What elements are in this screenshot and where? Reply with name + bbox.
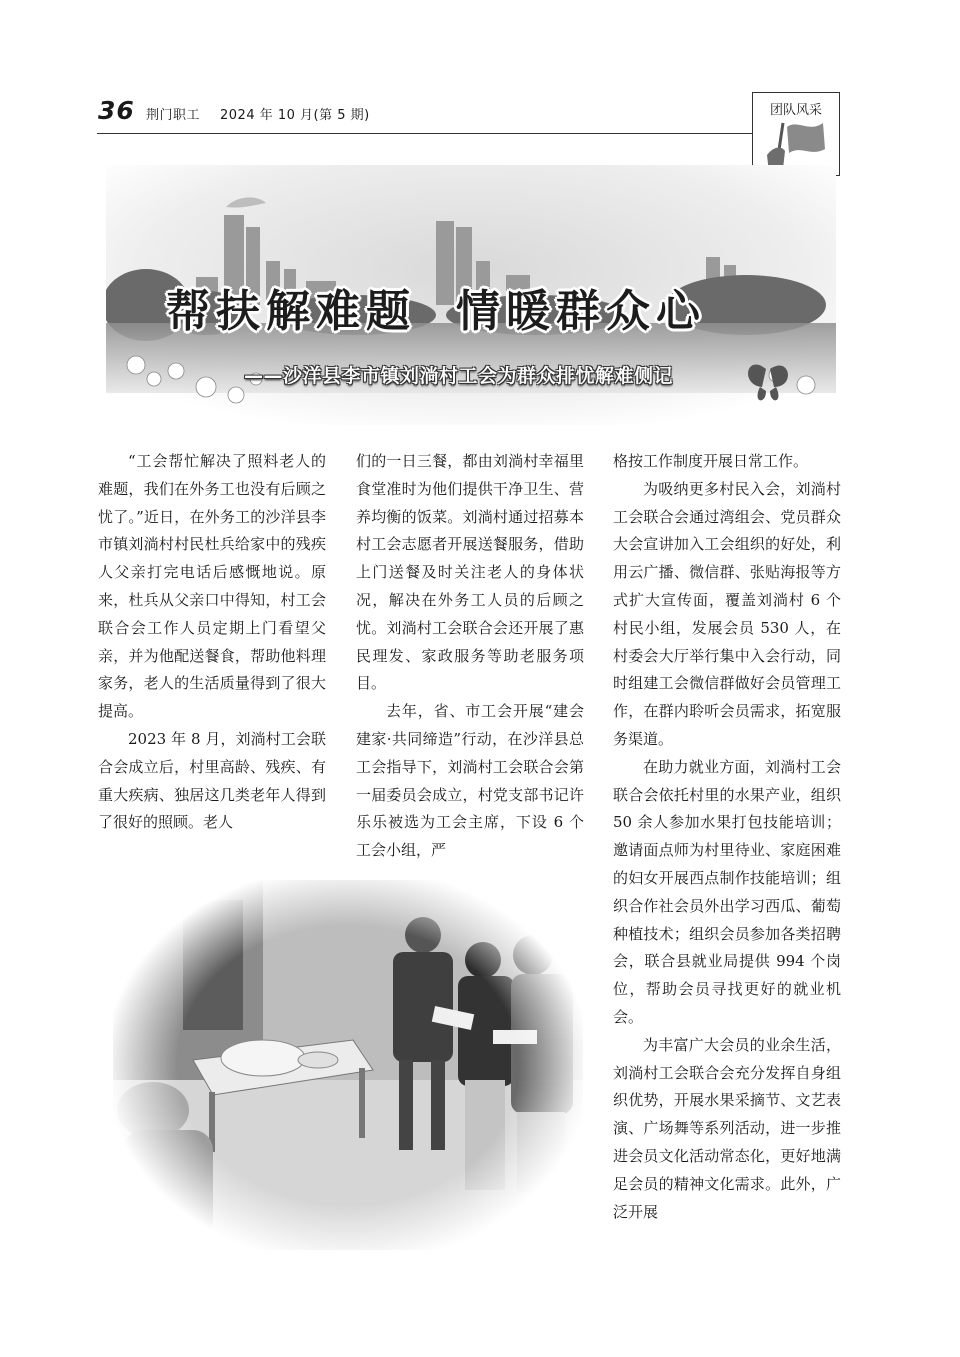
paragraph: 在助力就业方面，刘淌村工会联合会依托村里的水果产业，组织 50 余人参加水果打包技能培训；邀请面点师为村里待业、家庭困难的妇女开展西点制作技能培训；组织合作社会员外出学习西瓜、葡萄种植技术；组织会员参加各类招聘会，联合县就业局提供 994 个岗位，帮助会员寻找更好的就业机会。 [613,757,841,1026]
headline-part-2: 情暖群众心 [456,286,706,337]
issue-date: 2024 年 10 月(第 5 期) [220,108,370,123]
header-rule [97,133,753,134]
title-banner [106,165,836,425]
paragraph: 为丰富广大会员的业余生活，刘淌村工会联合会充分发挥自身组织优势，开展水果采摘节、文艺表演、广场舞等系列活动，进一步推进会员文化活动常态化，更好地满足会员的精神文化需求。此外，广泛开展 [613,1035,841,1221]
article-photo [113,880,583,1250]
column-badge [752,92,840,176]
headline-part-1: 帮扶解难题 [166,286,416,337]
page-number: 36 [98,96,135,125]
body-column-2 [356,448,584,865]
paragraph: 为吸纳更多村民入会，刘淌村工会联合会通过湾组会、党员群众大会宣讲加入工会组织的好处，利用云广播、微信群、张贴海报等方式扩大宣传面，覆盖刘淌村 6 个村民小组，发展会员 530 人，在村委会大厅举行集中入会行动，同时组建工会微信群做好会员管理工作，在群内聆听会员需求，拓宽服务渠道。 [613,479,841,748]
publication-name: 荆门职工 [146,108,201,123]
body-column-3 [613,448,841,1226]
paragraph-continued: 格按工作制度开展日常工作。 [613,452,809,470]
photo-scene [113,880,583,1250]
column-badge-label: 团队风采 [769,103,822,118]
body-column-1 [98,448,326,837]
article-headline [166,275,836,339]
flag-hand-icon [753,93,840,176]
article-subheadline: ——沙洋县李市镇刘淌村工会为群众排忧解难侧记 [244,365,674,387]
paragraph: “工会帮忙解决了照料老人的难题，我们在外务工也没有后顾之忧了。”近日，在外务工的沙洋县李市镇刘淌村村民杜兵给家中的残疾人父亲打完电话后感慨地说。原来，杜兵从父亲口中得知，村工会联合会工作人员定期上门看望父亲，并为他配送餐食，帮助他料理家务，老人的生活质量得到了很大提高。 [98,452,326,721]
running-head [146,104,370,123]
paragraph: 去年，省、市工会开展“建会建家·共同缔造”行动，在沙洋县总工会指导下，刘淌村工会联合会第一届委员会成立，村党支部书记许乐乐被选为工会主席，下设 6 个工会小组，严 [356,702,584,860]
paragraph-continued: 们的一日三餐，都由刘淌村幸福里食堂准时为他们提供干净卫生、营养均衡的饭菜。刘淌村通过招募本村工会志愿者开展送餐服务，借助上门送餐及时关注老人的身体状况，解决在外务工人员的后顾之忧。刘淌村工会联合会还开展了惠民理发、家政服务等助老服务项目。 [356,452,584,693]
paragraph: 2023 年 8 月，刘淌村工会联合会成立后，村里高龄、残疾、有重大疾病、独居这几类老年人得到了很好的照顾。老人 [98,729,326,832]
